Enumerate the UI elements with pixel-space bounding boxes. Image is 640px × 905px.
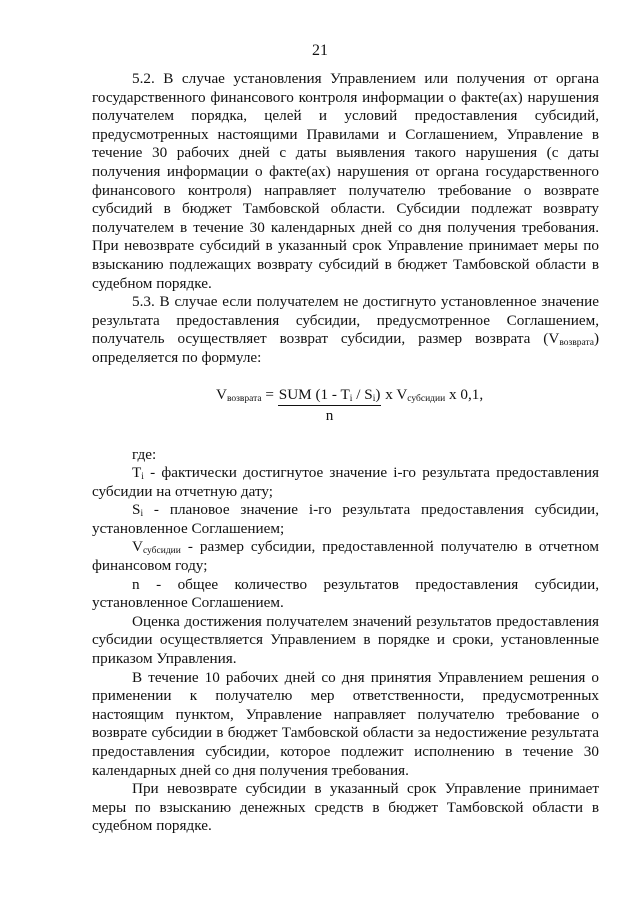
refund-formula (92, 386, 599, 432)
document-body (92, 70, 599, 836)
page-number: 21 (312, 42, 328, 59)
definition-s-symbol: S (132, 501, 141, 519)
paragraph-5-3-end: ) определяется по формуле: (92, 330, 599, 366)
formula-numerator (278, 386, 382, 407)
formula-eq: = (261, 385, 278, 403)
definition-n: n - общее количество результатов предоставления субсидии, установленное Соглашением. (92, 575, 599, 612)
formula-num-mid: / S (352, 385, 373, 403)
definition-s-text: - плановое значение i-го результата предоставления субсидии, установленное Соглашением; (92, 501, 599, 537)
formula-num-sub-1: i (349, 393, 353, 404)
definition-v (92, 538, 599, 575)
paragraph-10-days: В течение 10 рабочих дней со дня принятия Управлением решения о применении к получателю мер ответственности, предусмотренных настоящим пунктом, Управление направляет получателю требование о возврате субсидии в бюджет Тамбовской области за недостижение результата предоставления субсидии, которое подлежит исполнению в течение 30 календарных дней со дня получения требования. (92, 668, 599, 779)
definition-t-symbol: T (132, 464, 142, 482)
paragraph-evaluation: Оценка достижения получателем значений результатов предоставления субсидии осуществляется Управлением в порядке и сроки, установленные приказом Управления. (92, 612, 599, 668)
paragraph-5-2: 5.2. В случае установления Управлением или получения от органа государственного финансового контроля информации о факте(ах) нарушения получателем порядка, целей и условий предоставления субсидий, предусмотренных настоящими Правилами и Соглашением, Управление в течение 30 рабочих дней с даты выявления такого нарушения (с даты получения информации о факте(ах) нарушения от органа государственного финансового контроля) направляет получателю требование о возврате субсидий в бюджет Тамбовской области. Субсидии подлежат возврату получателем в течение 30 календарных дней со дня получения требования. При невозврате субсидий в указанный срок Управление принимает меры по взысканию подлежащих возврату субсидий в бюджет Тамбовской области в судебном порядке. (92, 70, 599, 292)
where-label: где: (132, 445, 157, 463)
formula-lhs: V (216, 385, 227, 403)
formula-denominator: n (325, 407, 334, 425)
formula-num-pre: SUM (1 - T (278, 385, 350, 403)
formula-v-sub: субсидии (407, 393, 446, 404)
definition-v-symbol: V (132, 538, 143, 556)
formula-mult: x V (381, 385, 408, 403)
formula-num-post: ) (375, 385, 381, 403)
formula-num-sub-2: i (372, 393, 376, 404)
formula-lhs-sub: возврата (226, 393, 262, 404)
definition-t-sub: i (141, 472, 144, 483)
formula-fraction (278, 386, 382, 426)
paragraph-5-3-intro: 5.3. В случае если получателем не достигнуто установленное значение результата предоставления субсидии, предусмотренное Соглашением, получатель осуществляет возврат субсидии, размер возврата (V (92, 293, 599, 348)
paragraph-final: При невозврате субсидии в указанный срок Управление принимает меры по взысканию денежных средств в бюджет Тамбовской области в судебном порядке. (92, 780, 599, 835)
formula-tail: x 0,1, (445, 385, 484, 403)
paragraph-5-3-sub: возврата (559, 338, 594, 349)
paragraph-5-3 (92, 293, 599, 367)
definition-s-sub: i (140, 509, 144, 520)
definition-v-text: - размер субсидии, предоставленной получателю в отчетном финансовом году; (92, 538, 599, 575)
definition-t (92, 464, 599, 501)
definition-s (92, 501, 599, 538)
definition-t-text: - фактически достигнутое значение i-го результата предоставления субсидии на отчетную дату; (92, 464, 599, 500)
definition-v-sub: субсидии (142, 546, 181, 557)
